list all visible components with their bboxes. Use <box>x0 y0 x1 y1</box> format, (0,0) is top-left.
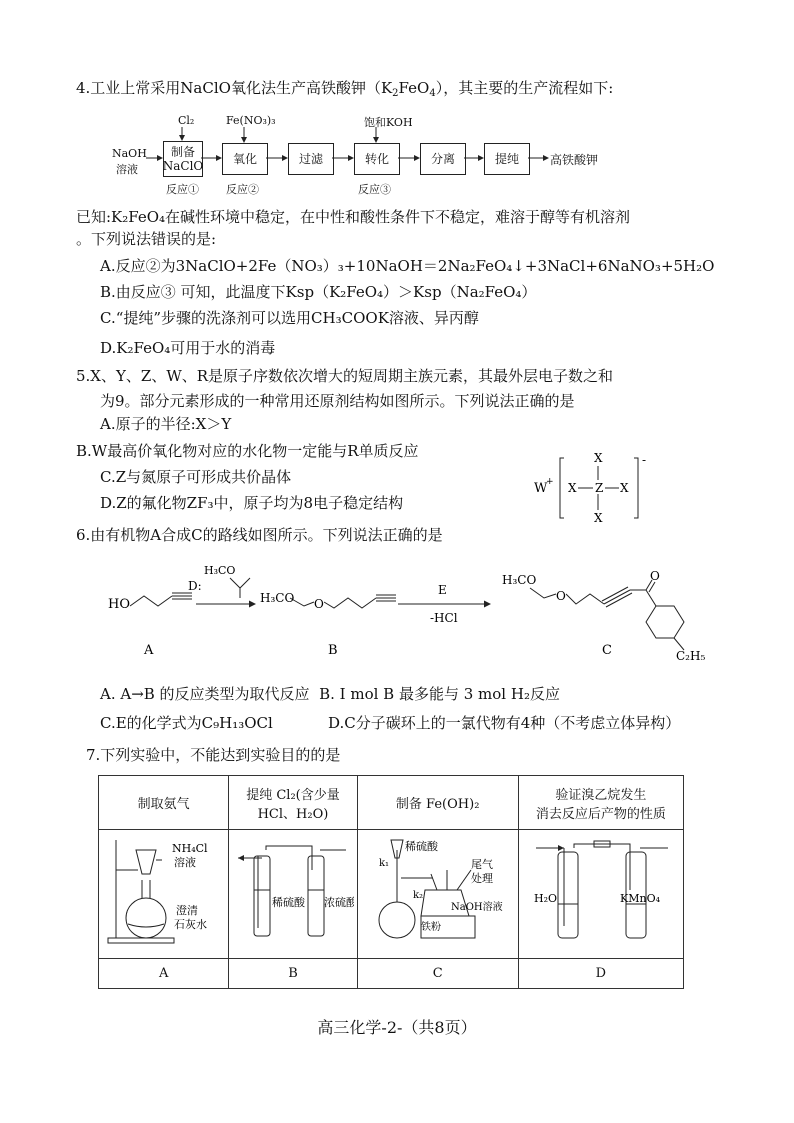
struct-x-top: X <box>594 451 603 465</box>
svg-text:石灰水: 石灰水 <box>173 918 207 931</box>
q7-apparatus-a <box>99 830 229 959</box>
q6-c-carbonyl-o: O <box>650 569 660 583</box>
q6-c-c2h5: C₂H₅ <box>676 649 706 663</box>
q7-header-a: 制取氨气 <box>99 776 229 830</box>
q6-reagent-e: E <box>438 583 447 597</box>
q6-ho: HO <box>108 597 130 612</box>
struct-cation: W <box>534 481 548 496</box>
q6-b-h3co: H₃CO <box>260 591 295 605</box>
q5-stem-1: 5.X、Y、Z、W、R是原子序数依次增大的短周期主族元素，其最外层电子数之和 <box>76 367 614 385</box>
struct-x-right: X <box>620 481 629 495</box>
svg-text:溶液: 溶液 <box>173 856 196 869</box>
flow-reagent-fe: Fe(NO₃)₃ <box>226 114 276 127</box>
struct-minus: - <box>642 453 647 467</box>
flow-reaction-2: 反应② <box>226 183 259 196</box>
q4-option-a: A.反应②为3NaClO+2Fe（NO₃）₃+10NaOH＝2Na₂FeO₄↓+3NaCl+6NaNO₃+5H₂O <box>100 257 715 275</box>
flow-product: 高铁酸钾 <box>550 153 599 167</box>
q5-structure <box>530 444 660 528</box>
q5-option-c: C.Z与氮原子可形成共价晶体 <box>100 468 292 486</box>
q7-apparatus-b <box>229 830 357 959</box>
q4-option-c: C.“提纯”步骤的洗涤剂可以选用CH₃COOK溶液、异丙醇 <box>100 309 479 327</box>
struct-plus: + <box>546 477 554 487</box>
flow-reaction-3: 反应③ <box>358 183 391 196</box>
svg-text:KMnO₄: KMnO₄ <box>619 892 660 905</box>
svg-text:NaOH溶液: NaOH溶液 <box>450 902 503 913</box>
q4-option-b: B.由反应③ 可知，此温度下Ksp（K₂FeO₄）＞Ksp（Na₂FeO₄） <box>100 283 537 301</box>
svg-text:H₂O: H₂O <box>533 892 557 905</box>
flow-step-prepare: 制备 NaClO <box>163 141 203 177</box>
q7-experiment-table <box>98 775 684 989</box>
q6-c-o: O <box>556 589 566 603</box>
svg-text:NH₄Cl: NH₄Cl <box>171 842 208 855</box>
flow-step-purify: 提纯 <box>484 143 530 175</box>
q4-known-2: 。下列说法错误的是: <box>76 230 217 248</box>
q6-stem: 6.由有机物A合成C的路线如图所示。下列说法正确的是 <box>76 526 443 544</box>
q6-c-h3co: H₃CO <box>502 573 537 587</box>
q7-label-d: D <box>518 959 683 989</box>
svg-text:尾气: 尾气 <box>470 858 493 871</box>
q4-stem: 4.工业上常采用NaClO氧化法生产高铁酸钾$(K_2FeO_4)$，其主要的生产流程如下: <box>76 79 614 99</box>
q4-option-d: D.K₂FeO₄可用于水的消毒 <box>100 339 276 357</box>
q5-option-b: B.W最高价氧化物对应的水化物一定能与R单质反应 <box>76 442 419 460</box>
svg-text:k₂: k₂ <box>412 890 423 901</box>
q7-apparatus-d <box>518 830 683 959</box>
q5-stem-2: 为9。部分元素形成的一种常用还原剂结构如图所示。下列说法正确的是 <box>100 392 575 410</box>
q7-label-b: B <box>229 959 357 989</box>
struct-x-bottom: X <box>594 511 603 525</box>
svg-text:处理: 处理 <box>470 872 493 885</box>
svg-text:稀硫酸: 稀硫酸 <box>271 896 305 909</box>
q4-known-1: 已知:K₂FeO₄在碱性环境中稳定，在中性和酸性条件下不稳定，难溶于醇等有机溶剂 <box>76 208 631 226</box>
flow-reagent-cl2: Cl₂ <box>178 114 195 127</box>
q7-header-c: 制备 Fe(OH)₂ <box>357 776 518 830</box>
flow-step-convert: 转化 <box>354 143 400 175</box>
q6-label-a: A <box>144 643 154 658</box>
q6-reagent-d-label: D: <box>188 579 202 593</box>
svg-text:铁粉: 铁粉 <box>420 922 441 933</box>
page-footer: 高三化学-2-（共8页） <box>317 1018 477 1037</box>
q6-byproduct: -HCl <box>430 611 458 625</box>
q7-stem: 7.下列实验中，不能达到实验目的的是 <box>86 746 341 764</box>
flow-input-2: 溶液 <box>116 163 138 176</box>
flow-arrows <box>0 0 794 200</box>
flow-step-filter: 过滤 <box>288 143 334 175</box>
q7-label-a: A <box>99 959 229 989</box>
svg-text:澄清: 澄清 <box>175 904 198 917</box>
q6-synthesis-route <box>100 560 720 670</box>
q6-option-c: C.E的化学式为C₉H₁₃OCl <box>100 714 273 732</box>
q6-option-a: A. A→B 的反应类型为取代反应 B. I mol B 最多能与 3 mol H₂反应 <box>100 685 560 703</box>
flow-step-oxidize: 氧化 <box>222 143 268 175</box>
flow-reaction-1: 反应① <box>166 183 199 196</box>
q5-option-a: A.原子的半径:X＞Y <box>100 415 232 433</box>
q6-b-o: O <box>314 597 324 611</box>
q6-label-b: B <box>328 643 338 658</box>
flow-input-1: NaOH <box>112 147 147 160</box>
struct-x-left: X <box>568 481 577 495</box>
q6-option-d: D.C分子碳环上的一氯代物有4种（不考虑立体异构） <box>328 714 681 732</box>
flow-reagent-koh: 饱和KOH <box>364 116 413 129</box>
q5-option-d: D.Z的氟化物ZF₃中，原子均为8电子稳定结构 <box>100 494 404 512</box>
q7-header-b: 提纯 Cl₂(含少量 HCl、H₂O) <box>229 776 357 830</box>
flow-step-separate: 分离 <box>420 143 466 175</box>
q7-header-d: 验证溴乙烷发生 消去反应后产物的性质 <box>518 776 683 830</box>
svg-text:稀硫酸: 稀硫酸 <box>404 840 438 853</box>
svg-text:浓硫酸: 浓硫酸 <box>323 896 354 909</box>
svg-text:k₁: k₁ <box>378 858 389 869</box>
struct-z: Z <box>595 481 604 495</box>
q6-reagent-d: H₃CO <box>204 564 236 577</box>
q6-label-c: C <box>602 643 612 658</box>
q7-apparatus-c <box>357 830 518 959</box>
q7-label-c: C <box>357 959 518 989</box>
